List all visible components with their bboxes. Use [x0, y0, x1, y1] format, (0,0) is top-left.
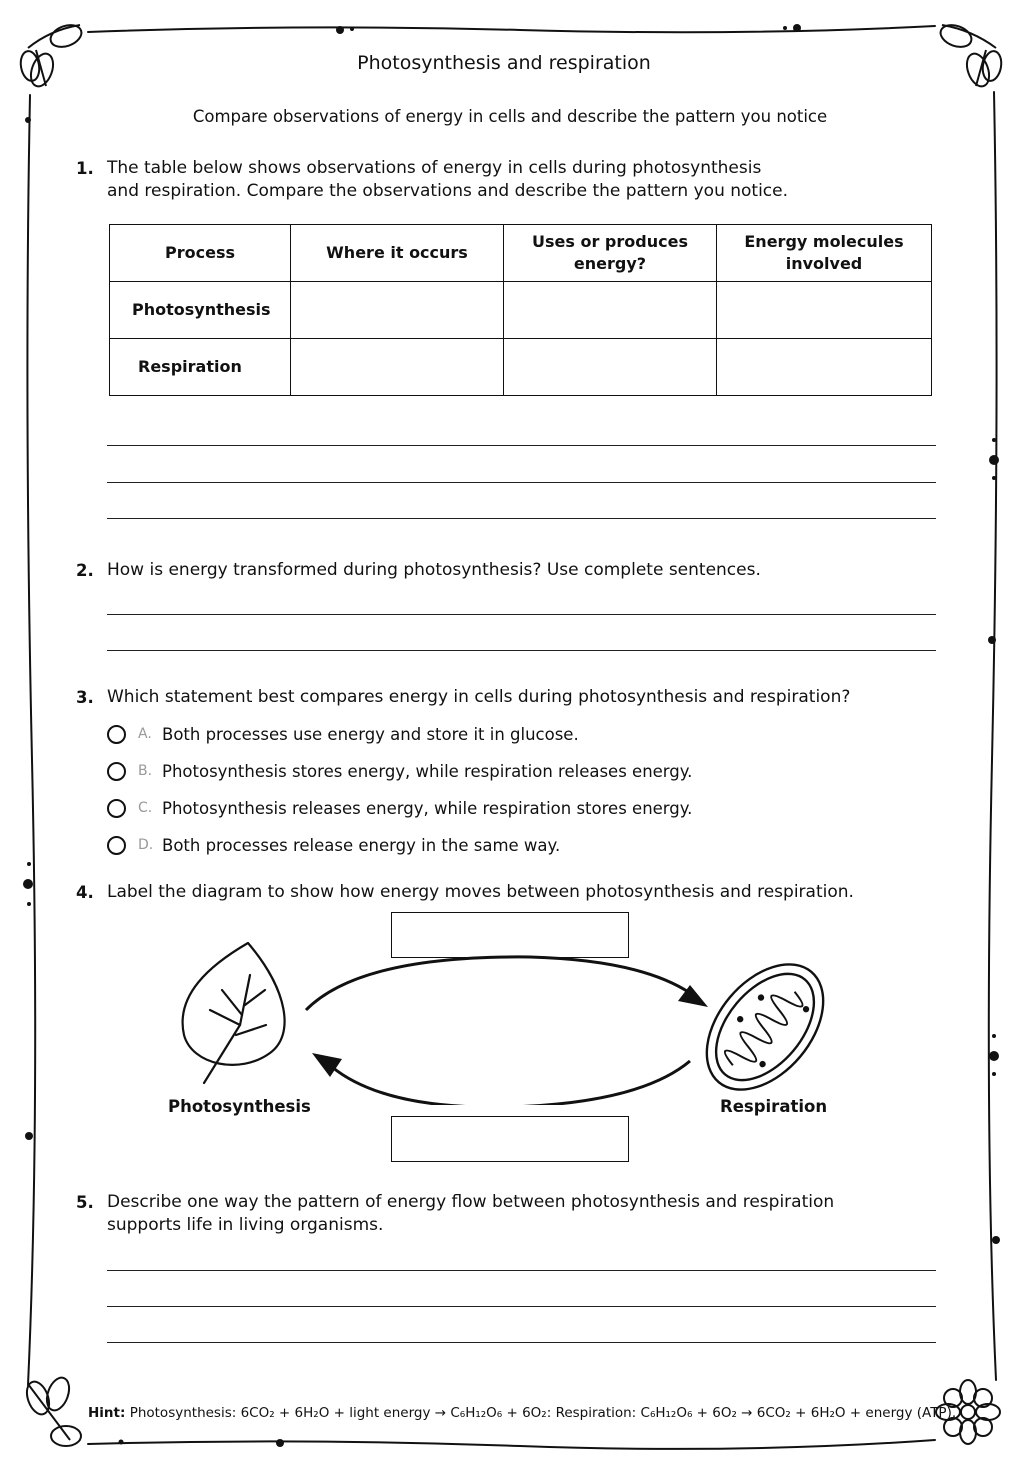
table-cell-input[interactable] [717, 282, 932, 339]
table-header-row [110, 225, 932, 282]
table-cell-input[interactable] [504, 282, 717, 339]
option-letter: D. [138, 837, 154, 853]
table-header-process: Process [110, 225, 291, 282]
option-text: Both processes use energy and store it in glucose. [162, 724, 579, 744]
answer-line[interactable] [107, 518, 936, 519]
table-header-where: Where it occurs [291, 225, 504, 282]
table-cell-input[interactable] [291, 282, 504, 339]
mitochondrion-icon [683, 942, 846, 1105]
energy-cycle-diagram [170, 935, 850, 1105]
hint-equations: Photosynthesis: 6CO₂ + 6H₂O + light energy → C₆H₁₂O₆ + 6O₂: Respiration: C₆H₁₂O₆ + 6O₂ → 6CO₂ + 6H₂O + energy (ATP). [129, 1405, 957, 1421]
answer-line[interactable] [107, 650, 936, 651]
row-label-respiration: Respiration [110, 339, 291, 396]
radio-circle-icon[interactable] [107, 836, 126, 855]
option-b[interactable] [107, 758, 692, 784]
question-2-number: 2. [76, 561, 94, 580]
option-letter: C. [138, 800, 153, 816]
option-letter: B. [138, 763, 153, 779]
table-row [110, 339, 932, 396]
option-c[interactable] [107, 795, 692, 821]
hint-label: Hint: [88, 1405, 126, 1421]
diagram-label-box-bottom[interactable] [391, 1116, 629, 1162]
radio-circle-icon[interactable] [107, 762, 126, 781]
observations-table [109, 224, 932, 396]
leaf-icon [183, 943, 285, 1083]
option-d[interactable] [107, 832, 560, 858]
diagram-label-photosynthesis: Photosynthesis [168, 1097, 311, 1116]
row-label-photosynthesis: Photosynthesis [110, 282, 291, 339]
question-3-text: Which statement best compares energy in cells during photosynthesis and respiration? [107, 687, 851, 707]
table-header-molecules: Energy molecules involved [717, 225, 932, 282]
option-a[interactable] [107, 721, 579, 747]
question-5-number: 5. [76, 1193, 94, 1212]
table-cell-input[interactable] [291, 339, 504, 396]
question-5-text-line1: Describe one way the pattern of energy flow between photosynthesis and respiration [107, 1192, 835, 1212]
answer-line[interactable] [107, 482, 936, 483]
question-4-text: Label the diagram to show how energy moves between photosynthesis and respiration. [107, 882, 854, 902]
table-cell-input[interactable] [504, 339, 717, 396]
answer-line[interactable] [107, 445, 936, 446]
radio-circle-icon[interactable] [107, 799, 126, 818]
option-text: Photosynthesis releases energy, while respiration stores energy. [162, 798, 693, 818]
answer-line[interactable] [107, 1306, 936, 1307]
arrow-left-icon [312, 1053, 690, 1105]
question-3-number: 3. [76, 688, 94, 707]
diagram-label-respiration: Respiration [720, 1097, 828, 1116]
question-1-number: 1. [76, 159, 94, 178]
question-1-text-line1: The table below shows observations of energy in cells during photosynthesis [107, 158, 762, 178]
question-4-number: 4. [76, 883, 94, 902]
page-subtitle: Compare observations of energy in cells and describe the pattern you notice [192, 107, 828, 126]
table-header-energy: Uses or produces energy? [504, 225, 717, 282]
answer-line[interactable] [107, 1342, 936, 1343]
hint-text [88, 1405, 956, 1421]
question-2-text: How is energy transformed during photosynthesis? Use complete sentences. [107, 560, 761, 580]
option-text: Photosynthesis stores energy, while respiration releases energy. [162, 761, 693, 781]
option-text: Both processes release energy in the same way. [162, 835, 561, 855]
arrow-right-icon [306, 957, 708, 1010]
table-cell-input[interactable] [717, 339, 932, 396]
table-row [110, 282, 932, 339]
question-1-text-line2: and respiration. Compare the observations and describe the pattern you notice. [107, 181, 789, 201]
question-5-text-line2: supports life in living organisms. [107, 1215, 384, 1235]
page-title: Photosynthesis and respiration [357, 52, 651, 74]
option-letter: A. [138, 726, 152, 742]
radio-circle-icon[interactable] [107, 725, 126, 744]
answer-line[interactable] [107, 1270, 936, 1271]
answer-line[interactable] [107, 614, 936, 615]
